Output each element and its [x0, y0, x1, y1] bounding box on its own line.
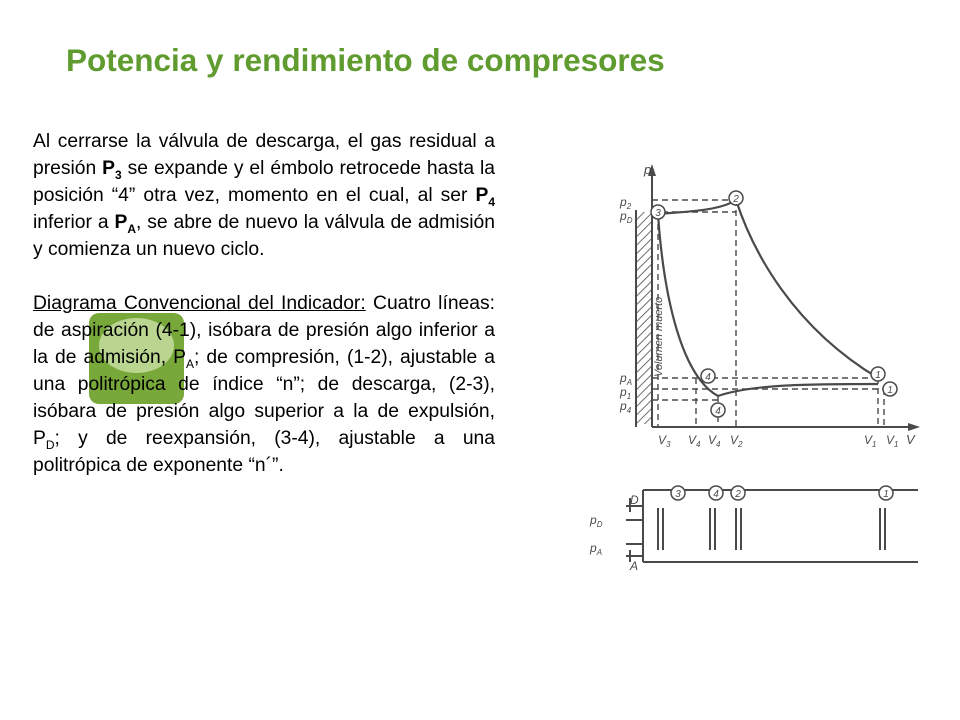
symbol-pd: $P_D$ [33, 428, 55, 452]
body-text [33, 128, 495, 479]
svg-text:4: 4 [705, 372, 711, 383]
svg-text:pD: $p_D$ [620, 209, 633, 225]
dead-volume-label: Volumen muerto [653, 296, 665, 377]
svg-text:p4: $p_4$ [620, 399, 632, 415]
svg-text:A: A [630, 559, 639, 572]
svg-text:pD: $p_D$ [590, 513, 603, 529]
svg-text:D: D [630, 493, 639, 507]
svg-text:pA: $p_A$ [620, 371, 633, 387]
text-run: ; y de reexpansión, (3-4), ajustable a una politrópica de exponente “n´”. [33, 428, 495, 476]
symbol-pa: $P_A$ [173, 347, 194, 371]
text-run: ; de compresión, (1-2), ajustable a una politrópica de índice “n”; de descarga, (2-3), isóbara de presión algo superior a la de expulsión, [33, 347, 495, 422]
text-run: Al cerrarse la válvula de descarga, el gas residual a presión [33, 131, 495, 179]
text-run: inferior a [33, 212, 115, 233]
text-run: , se abre de nuevo la válvula de admisión y comienza un nuevo ciclo. [33, 212, 495, 260]
svg-text:4: 4 [715, 406, 721, 417]
svg-text:3: 3 [675, 489, 681, 500]
paragraph-indicator [33, 290, 495, 479]
axis-p-label: p [644, 162, 652, 177]
section-heading: Diagrama Convencional del Indicador: [33, 293, 366, 314]
svg-text:V1: $V_1$ [886, 433, 899, 449]
svg-text:2: 2 [733, 194, 739, 205]
svg-text:p2: $p_2$ [620, 195, 632, 211]
svg-text:V3: $V_3$ [658, 433, 671, 449]
svg-text:V4: $V_4$ [708, 433, 721, 449]
svg-text:V1: $V_1$ [864, 433, 877, 449]
svg-text:3: 3 [655, 208, 661, 219]
text-run: Cuatro líneas: de aspiración (4-1), isóbara de presión algo inferior a la de admisión, [33, 293, 495, 368]
axis-v-label: V [906, 432, 915, 447]
svg-text:1: 1 [887, 385, 893, 396]
paragraph-expansion [33, 128, 495, 263]
svg-text:4: 4 [713, 489, 719, 500]
indicator-diagram [568, 152, 928, 572]
svg-text:2: 2 [735, 489, 741, 500]
svg-text:1: 1 [883, 489, 889, 500]
symbol-p4: $P_4$ [475, 185, 495, 209]
symbol-p3: $P_3$ [102, 158, 122, 182]
svg-text:V2: $V_2$ [730, 433, 743, 449]
svg-text:p1: $p_1$ [620, 385, 632, 401]
svg-text:1: 1 [875, 370, 881, 381]
dead-volume-zone [636, 212, 652, 424]
svg-text:pA: $p_A$ [590, 541, 603, 557]
text-run: se expande y el émbolo retrocede hasta la posición “4” otra vez, momento en el cual, al ser [33, 158, 495, 206]
slide-title: Potencia y rendimiento de compresores [66, 42, 665, 78]
svg-text:V4: $V_4$ [688, 433, 701, 449]
symbol-pa: $P_A$ [114, 212, 136, 236]
